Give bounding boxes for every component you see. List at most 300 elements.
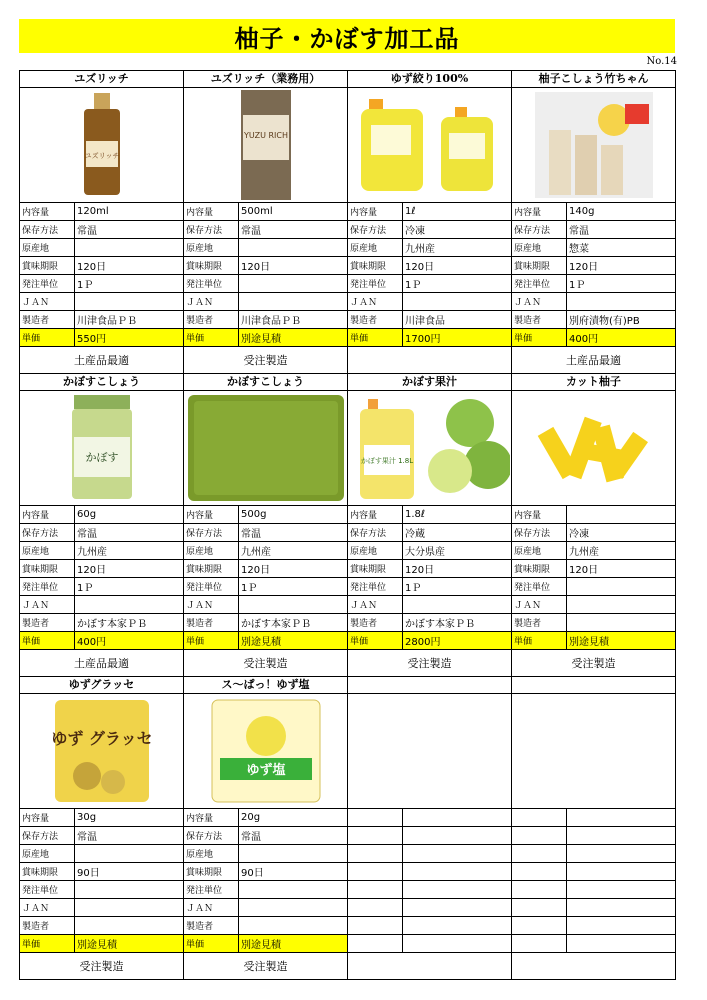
value-content: 500g	[241, 509, 267, 520]
label-jan: ＪＡＮ	[20, 899, 75, 916]
svg-text:ゆず塩: ゆず塩	[245, 763, 286, 778]
value-origin	[75, 239, 183, 256]
label-maker: 製造者	[20, 311, 75, 328]
label-order-unit: 発注単位	[184, 578, 239, 595]
product-card	[512, 71, 676, 374]
info-row-origin	[184, 542, 347, 560]
value-maker: 川津食品ＰＢ	[77, 316, 137, 327]
label-maker: 製造者	[184, 311, 239, 328]
info-row-origin	[512, 239, 675, 257]
value-maker: 別府漬物(有)PB	[569, 316, 640, 327]
empty-value	[567, 917, 675, 934]
info-row-content	[184, 203, 347, 221]
info-row-content	[20, 809, 183, 827]
product-card	[20, 374, 184, 677]
label-order-unit: 発注単位	[512, 275, 567, 292]
value-maker: かぼす本家ＰＢ	[405, 619, 475, 630]
label-expiry: 賞味期限	[184, 560, 239, 577]
label-expiry: 賞味期限	[20, 257, 75, 274]
label-price: 単価	[20, 632, 75, 649]
label-jan: ＪＡＮ	[512, 293, 567, 310]
product-row	[19, 374, 676, 677]
info-row-jan	[512, 596, 675, 614]
info-row-expiry	[184, 257, 347, 275]
info-row-price	[20, 632, 183, 650]
empty-value	[567, 809, 675, 826]
product-note: 受注製造	[243, 657, 288, 670]
info-row-order-unit	[20, 881, 183, 899]
info-row-maker	[184, 311, 347, 329]
empty-image-cell	[512, 694, 675, 809]
empty-label	[348, 935, 403, 952]
label-expiry: 賞味期限	[184, 863, 239, 880]
label-storage: 保存方法	[20, 221, 75, 238]
product-card	[512, 374, 676, 677]
empty-info-row	[348, 917, 511, 935]
empty-value	[403, 845, 511, 862]
info-row-content	[20, 506, 183, 524]
info-row-order-unit	[512, 578, 675, 596]
empty-value	[567, 899, 675, 916]
info-row-origin	[184, 845, 347, 863]
label-expiry: 賞味期限	[348, 257, 403, 274]
value-price: 別途見積	[241, 940, 281, 951]
product-row	[19, 677, 676, 980]
label-storage: 保存方法	[184, 221, 239, 238]
empty-label	[348, 881, 403, 898]
info-row-price	[20, 935, 183, 953]
empty-note	[348, 953, 511, 979]
label-price: 単価	[184, 329, 239, 346]
value-origin	[239, 239, 347, 256]
value-content: 1ℓ	[405, 206, 416, 217]
info-row-content	[184, 506, 347, 524]
product-name: ゆずグラッセ	[20, 677, 183, 694]
value-jan	[75, 899, 183, 916]
product-name: ゆず絞り100%	[348, 71, 511, 88]
value-origin: 九州産	[77, 547, 107, 558]
label-expiry: 賞味期限	[20, 863, 75, 880]
value-content: 500ml	[241, 206, 273, 217]
product-card	[184, 71, 348, 374]
info-row-storage	[184, 524, 347, 542]
value-jan	[75, 596, 183, 613]
product-name: ス～ぱっ！ゆず塩	[184, 677, 347, 694]
empty-value	[403, 935, 511, 952]
info-row-origin	[20, 845, 183, 863]
value-price: 別途見積	[241, 637, 281, 648]
value-order-unit: 1Ｐ	[241, 583, 258, 594]
info-row-content	[20, 203, 183, 221]
empty-info-row	[512, 827, 675, 845]
label-jan: ＪＡＮ	[184, 899, 239, 916]
label-storage: 保存方法	[184, 827, 239, 844]
value-price: 400円	[569, 334, 599, 345]
info-row-expiry	[20, 560, 183, 578]
label-expiry: 賞味期限	[348, 560, 403, 577]
info-row-storage	[512, 221, 675, 239]
empty-name-cell	[512, 677, 675, 694]
label-maker: 製造者	[512, 311, 567, 328]
info-row-expiry	[512, 257, 675, 275]
page-number: No.14	[646, 56, 677, 67]
product-image	[512, 88, 675, 203]
value-order-unit: 1Ｐ	[569, 280, 586, 291]
info-row-order-unit	[184, 275, 347, 293]
label-price: 単価	[20, 935, 75, 952]
info-row-content	[348, 203, 511, 221]
value-jan	[239, 899, 347, 916]
empty-value	[403, 899, 511, 916]
label-jan: ＪＡＮ	[184, 293, 239, 310]
empty-value	[567, 881, 675, 898]
product-card	[20, 677, 184, 980]
label-expiry: 賞味期限	[20, 560, 75, 577]
info-row-order-unit	[348, 275, 511, 293]
value-storage: 常温	[241, 832, 261, 843]
empty-info-row	[512, 917, 675, 935]
empty-label	[512, 809, 567, 826]
empty-info-row	[512, 845, 675, 863]
product-note: 受注製造	[243, 960, 288, 973]
label-price: 単価	[184, 632, 239, 649]
label-content: 内容量	[20, 203, 75, 220]
value-origin: 九州産	[405, 244, 435, 255]
label-content: 内容量	[20, 506, 75, 523]
info-row-price	[512, 632, 675, 650]
info-row-maker	[348, 614, 511, 632]
value-order-unit	[239, 275, 347, 292]
empty-value	[403, 827, 511, 844]
label-content: 内容量	[512, 506, 567, 523]
label-content: 内容量	[348, 506, 403, 523]
product-card	[348, 677, 512, 980]
info-row-maker	[348, 311, 511, 329]
value-origin: 九州産	[241, 547, 271, 558]
value-storage: 冷蔵	[405, 529, 425, 540]
label-origin: 原産地	[184, 542, 239, 559]
product-note: 土産品最適	[74, 354, 129, 367]
label-price: 単価	[20, 329, 75, 346]
info-row-expiry	[512, 560, 675, 578]
value-maker: 川津食品	[405, 316, 445, 327]
product-image	[184, 88, 347, 203]
empty-value	[567, 935, 675, 952]
value-price: 別途見積	[241, 334, 281, 345]
value-price: 2800円	[405, 637, 441, 648]
info-row-expiry	[20, 863, 183, 881]
label-origin: 原産地	[20, 845, 75, 862]
label-origin: 原産地	[512, 542, 567, 559]
empty-info-row	[512, 899, 675, 917]
value-order-unit: 1Ｐ	[405, 583, 422, 594]
empty-label	[348, 827, 403, 844]
value-maker: 川津食品ＰＢ	[241, 316, 301, 327]
empty-note	[512, 953, 675, 979]
product-card	[184, 677, 348, 980]
label-maker: 製造者	[184, 614, 239, 631]
label-content: 内容量	[184, 506, 239, 523]
product-image	[512, 391, 675, 506]
info-row-order-unit	[512, 275, 675, 293]
empty-info-row	[348, 935, 511, 953]
empty-info-row	[348, 899, 511, 917]
empty-label	[348, 917, 403, 934]
label-maker: 製造者	[512, 614, 567, 631]
product-card	[20, 71, 184, 374]
product-note: 受注製造	[571, 657, 616, 670]
info-row-maker	[184, 917, 347, 935]
info-row-storage	[20, 827, 183, 845]
info-row-storage	[512, 524, 675, 542]
label-content: 内容量	[348, 203, 403, 220]
empty-info-row	[348, 809, 511, 827]
label-order-unit: 発注単位	[20, 881, 75, 898]
product-image	[348, 391, 511, 506]
label-expiry: 賞味期限	[512, 560, 567, 577]
label-price: 単価	[184, 935, 239, 952]
empty-label	[512, 827, 567, 844]
empty-label	[348, 809, 403, 826]
label-storage: 保存方法	[20, 524, 75, 541]
info-row-content	[184, 809, 347, 827]
info-row-price	[184, 935, 347, 953]
label-jan: ＪＡＮ	[20, 596, 75, 613]
label-origin: 原産地	[184, 845, 239, 862]
label-price: 単価	[348, 632, 403, 649]
info-row-origin	[348, 239, 511, 257]
product-image	[20, 88, 183, 203]
info-row-jan	[184, 899, 347, 917]
info-row-origin	[20, 239, 183, 257]
info-row-origin	[184, 239, 347, 257]
product-name: ユズリッチ（業務用）	[184, 71, 347, 88]
value-content: 1.8ℓ	[405, 509, 426, 520]
info-row-expiry	[184, 863, 347, 881]
value-origin	[239, 845, 347, 862]
value-jan	[239, 596, 347, 613]
empty-label	[348, 863, 403, 880]
value-jan	[239, 293, 347, 310]
product-name: かぼす果汁	[348, 374, 511, 391]
info-row-content	[512, 506, 675, 524]
value-storage: 常温	[77, 226, 97, 237]
value-price: 別途見積	[569, 637, 609, 648]
info-row-expiry	[348, 257, 511, 275]
info-row-jan	[20, 596, 183, 614]
label-jan: ＪＡＮ	[184, 596, 239, 613]
info-row-expiry	[20, 257, 183, 275]
info-row-expiry	[184, 560, 347, 578]
value-order-unit	[75, 881, 183, 898]
empty-label	[512, 935, 567, 952]
value-price: 400円	[77, 637, 107, 648]
empty-label	[512, 845, 567, 862]
info-row-order-unit	[184, 881, 347, 899]
value-origin: 大分県産	[405, 547, 445, 558]
label-origin: 原産地	[512, 239, 567, 256]
label-order-unit: 発注単位	[348, 578, 403, 595]
label-order-unit: 発注単位	[20, 578, 75, 595]
label-price: 単価	[512, 632, 567, 649]
product-image	[20, 694, 183, 809]
label-expiry: 賞味期限	[512, 257, 567, 274]
label-order-unit: 発注単位	[512, 578, 567, 595]
value-content: 30g	[77, 812, 97, 823]
label-price: 単価	[512, 329, 567, 346]
product-name: ユズリッチ	[20, 71, 183, 88]
label-storage: 保存方法	[348, 524, 403, 541]
product-name: 柚子こしょう竹ちゃん	[512, 71, 675, 88]
info-row-price	[348, 329, 511, 347]
value-expiry: 120日	[77, 565, 107, 576]
product-card	[348, 71, 512, 374]
value-maker	[75, 917, 183, 934]
info-row-maker	[20, 311, 183, 329]
info-row-price	[20, 329, 183, 347]
label-content: 内容量	[20, 809, 75, 826]
empty-value	[403, 917, 511, 934]
svg-text:ユズリッチ: ユズリッチ	[84, 152, 119, 160]
value-price: 別途見積	[77, 940, 117, 951]
label-jan: ＪＡＮ	[348, 293, 403, 310]
label-order-unit: 発注単位	[184, 881, 239, 898]
empty-label	[512, 917, 567, 934]
value-order-unit: 1Ｐ	[77, 280, 94, 291]
info-row-jan	[184, 293, 347, 311]
label-expiry: 賞味期限	[184, 257, 239, 274]
info-row-expiry	[348, 560, 511, 578]
value-expiry: 120日	[405, 565, 435, 576]
value-expiry: 90日	[77, 868, 100, 879]
value-expiry: 120日	[569, 262, 599, 273]
product-note: 受注製造	[243, 354, 288, 367]
empty-info-row	[348, 827, 511, 845]
product-name: カット柚子	[512, 374, 675, 391]
info-row-storage	[184, 827, 347, 845]
product-image	[184, 391, 347, 506]
label-content: 内容量	[512, 203, 567, 220]
empty-label	[512, 899, 567, 916]
product-note: 受注製造	[407, 657, 452, 670]
info-row-storage	[20, 524, 183, 542]
empty-info-row	[348, 845, 511, 863]
value-jan	[567, 293, 675, 310]
value-content: 20g	[241, 812, 261, 823]
label-origin: 原産地	[348, 239, 403, 256]
value-price: 1700円	[405, 334, 441, 345]
info-row-price	[184, 632, 347, 650]
info-row-jan	[20, 293, 183, 311]
page-title: 柚子・かぼす加工品	[234, 23, 460, 53]
value-content: 60g	[77, 509, 97, 520]
product-note: 土産品最適	[566, 354, 621, 367]
label-content: 内容量	[184, 203, 239, 220]
value-content: 120ml	[77, 206, 109, 217]
label-jan: ＪＡＮ	[20, 293, 75, 310]
label-order-unit: 発注単位	[184, 275, 239, 292]
label-order-unit: 発注単位	[20, 275, 75, 292]
info-row-origin	[20, 542, 183, 560]
empty-label	[512, 881, 567, 898]
value-jan	[75, 293, 183, 310]
label-storage: 保存方法	[20, 827, 75, 844]
info-row-content	[348, 506, 511, 524]
empty-label	[348, 845, 403, 862]
info-row-storage	[20, 221, 183, 239]
info-row-price	[512, 329, 675, 347]
empty-info-row	[512, 935, 675, 953]
info-row-jan	[184, 596, 347, 614]
product-image	[184, 694, 347, 809]
empty-label	[348, 899, 403, 916]
empty-info-row	[348, 881, 511, 899]
empty-value	[567, 827, 675, 844]
value-price: 550円	[77, 334, 107, 345]
product-grid	[19, 70, 676, 980]
label-origin: 原産地	[184, 239, 239, 256]
product-note	[348, 347, 511, 373]
value-storage: 常温	[77, 832, 97, 843]
info-row-jan	[348, 596, 511, 614]
product-note: 土産品最適	[74, 657, 129, 670]
value-expiry: 120日	[77, 262, 107, 273]
label-maker: 製造者	[348, 311, 403, 328]
value-origin: 惣菜	[569, 244, 589, 255]
value-expiry: 90日	[241, 868, 264, 879]
svg-text:かぼす: かぼす	[85, 451, 118, 464]
value-jan	[403, 293, 511, 310]
info-row-content	[512, 203, 675, 221]
value-order-unit: 1Ｐ	[77, 583, 94, 594]
value-expiry: 120日	[405, 262, 435, 273]
info-row-origin	[348, 542, 511, 560]
empty-value	[403, 809, 511, 826]
empty-info-row	[512, 881, 675, 899]
product-name: かぼすこしょう	[184, 374, 347, 391]
label-maker: 製造者	[184, 917, 239, 934]
label-origin: 原産地	[20, 239, 75, 256]
label-price: 単価	[348, 329, 403, 346]
empty-value	[403, 863, 511, 880]
svg-text:かぼす果汁 1.8L: かぼす果汁 1.8L	[360, 457, 413, 465]
product-note: 受注製造	[79, 960, 124, 973]
info-row-maker	[20, 614, 183, 632]
label-storage: 保存方法	[348, 221, 403, 238]
svg-text:ゆず グラッセ: ゆず グラッセ	[50, 729, 153, 748]
info-row-order-unit	[184, 578, 347, 596]
product-row	[19, 70, 676, 374]
value-storage: 冷凍	[569, 529, 589, 540]
info-row-jan	[20, 899, 183, 917]
info-row-maker	[184, 614, 347, 632]
title-bar	[19, 19, 675, 53]
info-row-order-unit	[348, 578, 511, 596]
label-maker: 製造者	[20, 917, 75, 934]
svg-text:YUZU RICH: YUZU RICH	[243, 131, 288, 140]
value-maker: かぼす本家ＰＢ	[77, 619, 147, 630]
value-expiry: 120日	[241, 262, 271, 273]
value-order-unit: 1Ｐ	[405, 280, 422, 291]
empty-name-cell	[348, 677, 511, 694]
value-jan	[567, 596, 675, 613]
product-card	[512, 677, 676, 980]
value-storage: 常温	[569, 226, 589, 237]
empty-value	[403, 881, 511, 898]
label-maker: 製造者	[348, 614, 403, 631]
empty-info-row	[348, 863, 511, 881]
value-expiry: 120日	[569, 565, 599, 576]
